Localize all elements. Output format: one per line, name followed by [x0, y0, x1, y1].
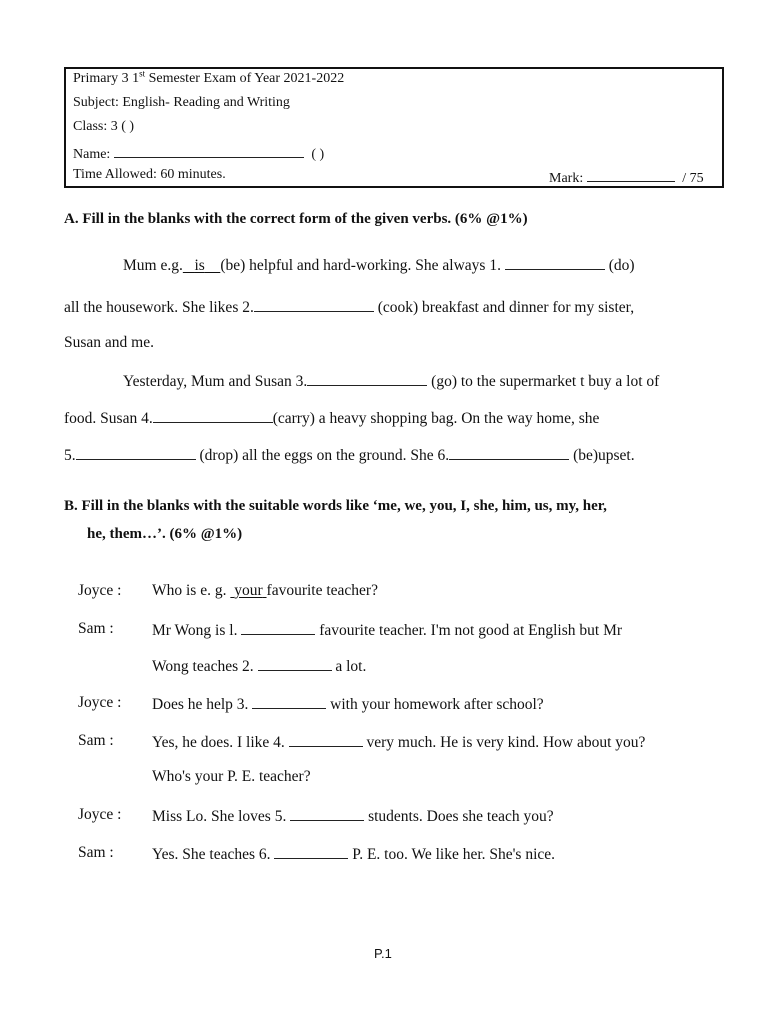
section-a-line-3: Susan and me. [64, 334, 154, 351]
section-a-line-1: Mum e.g. is (be) helpful and hard-working. She always 1. (do) [123, 257, 635, 274]
section-a-line-6: 5. (drop) all the eggs on the ground. She 6. (be)upset. [64, 447, 635, 464]
dialogue-line: Who is e. g. your favourite teacher? [152, 582, 378, 599]
dialogue-line: Mr Wong is l. favourite teacher. I'm not good at English but Mr [152, 622, 623, 639]
blank-b6[interactable] [274, 844, 348, 859]
name-line [73, 143, 324, 163]
speaker-label: Joyce : [78, 694, 122, 711]
blank-b3[interactable] [252, 694, 326, 709]
mark-total: / 75 [682, 171, 704, 186]
blank-b1[interactable] [241, 620, 315, 635]
speaker-label: Sam : [78, 732, 114, 749]
mark-line [549, 167, 704, 187]
dialogue-line: Yes. She teaches 6. P. E. too. We like her. She's nice. [152, 846, 556, 863]
section-b-heading-line-2: he, them…’. (6% @1%) [87, 526, 243, 542]
blank-a5[interactable] [76, 445, 196, 460]
section-a-line-5: food. Susan 4. (carry) a heavy shopping bag. On the way home, she [64, 410, 600, 427]
speaker-label: Sam : [78, 844, 114, 861]
class-line: Class: 3 ( ) [73, 119, 135, 134]
speaker-label: Joyce : [78, 806, 122, 823]
speaker-label: Sam : [78, 620, 114, 637]
blank-a2[interactable] [254, 297, 374, 312]
example-answer-a: is [194, 257, 205, 274]
blank-b5[interactable] [290, 806, 364, 821]
mark-field[interactable] [587, 167, 675, 182]
blank-a4[interactable] [153, 408, 273, 423]
dialogue-line: Who's your P. E. teacher? [152, 768, 311, 785]
dialogue-line: Does he help 3. with your homework after school? [152, 696, 544, 713]
name-label: Name: [73, 147, 111, 162]
name-number: ( ) [311, 147, 325, 162]
exam-title: Primary 3 1st Semester Exam of Year 2021-2022 [73, 68, 345, 86]
blank-b4[interactable] [289, 732, 363, 747]
subject-line: Subject: English- Reading and Writing [73, 95, 290, 110]
dialogue-line: Yes, he does. I like 4. very much. He is very kind. How about you? [152, 734, 646, 751]
dialogue-line: Miss Lo. She loves 5. students. Does she teach you? [152, 808, 554, 825]
blank-b2[interactable] [258, 656, 332, 671]
blank-a1[interactable] [505, 255, 605, 270]
section-a-line-2: all the housework. She likes 2. (cook) breakfast and dinner for my sister, [64, 299, 635, 316]
speaker-label: Joyce : [78, 582, 122, 599]
section-b-heading-line-1: B. Fill in the blanks with the suitable words like ‘me, we, you, I, she, him, us, my, her, [64, 498, 607, 514]
example-answer-b: your [234, 582, 263, 599]
dialogue-line: Wong teaches 2. a lot. [152, 658, 367, 675]
section-a-heading: A. Fill in the blanks with the correct form of the given verbs. (6% @1%) [64, 211, 528, 227]
mark-label: Mark: [549, 171, 584, 186]
section-a-line-4: Yesterday, Mum and Susan 3. (go) to the supermarket t buy a lot of [123, 373, 660, 390]
blank-a6[interactable] [449, 445, 569, 460]
time-allowed: Time Allowed: 60 minutes. [73, 167, 226, 182]
blank-a3[interactable] [307, 371, 427, 386]
name-field[interactable] [114, 143, 304, 158]
page-number: P.1 [374, 946, 392, 961]
